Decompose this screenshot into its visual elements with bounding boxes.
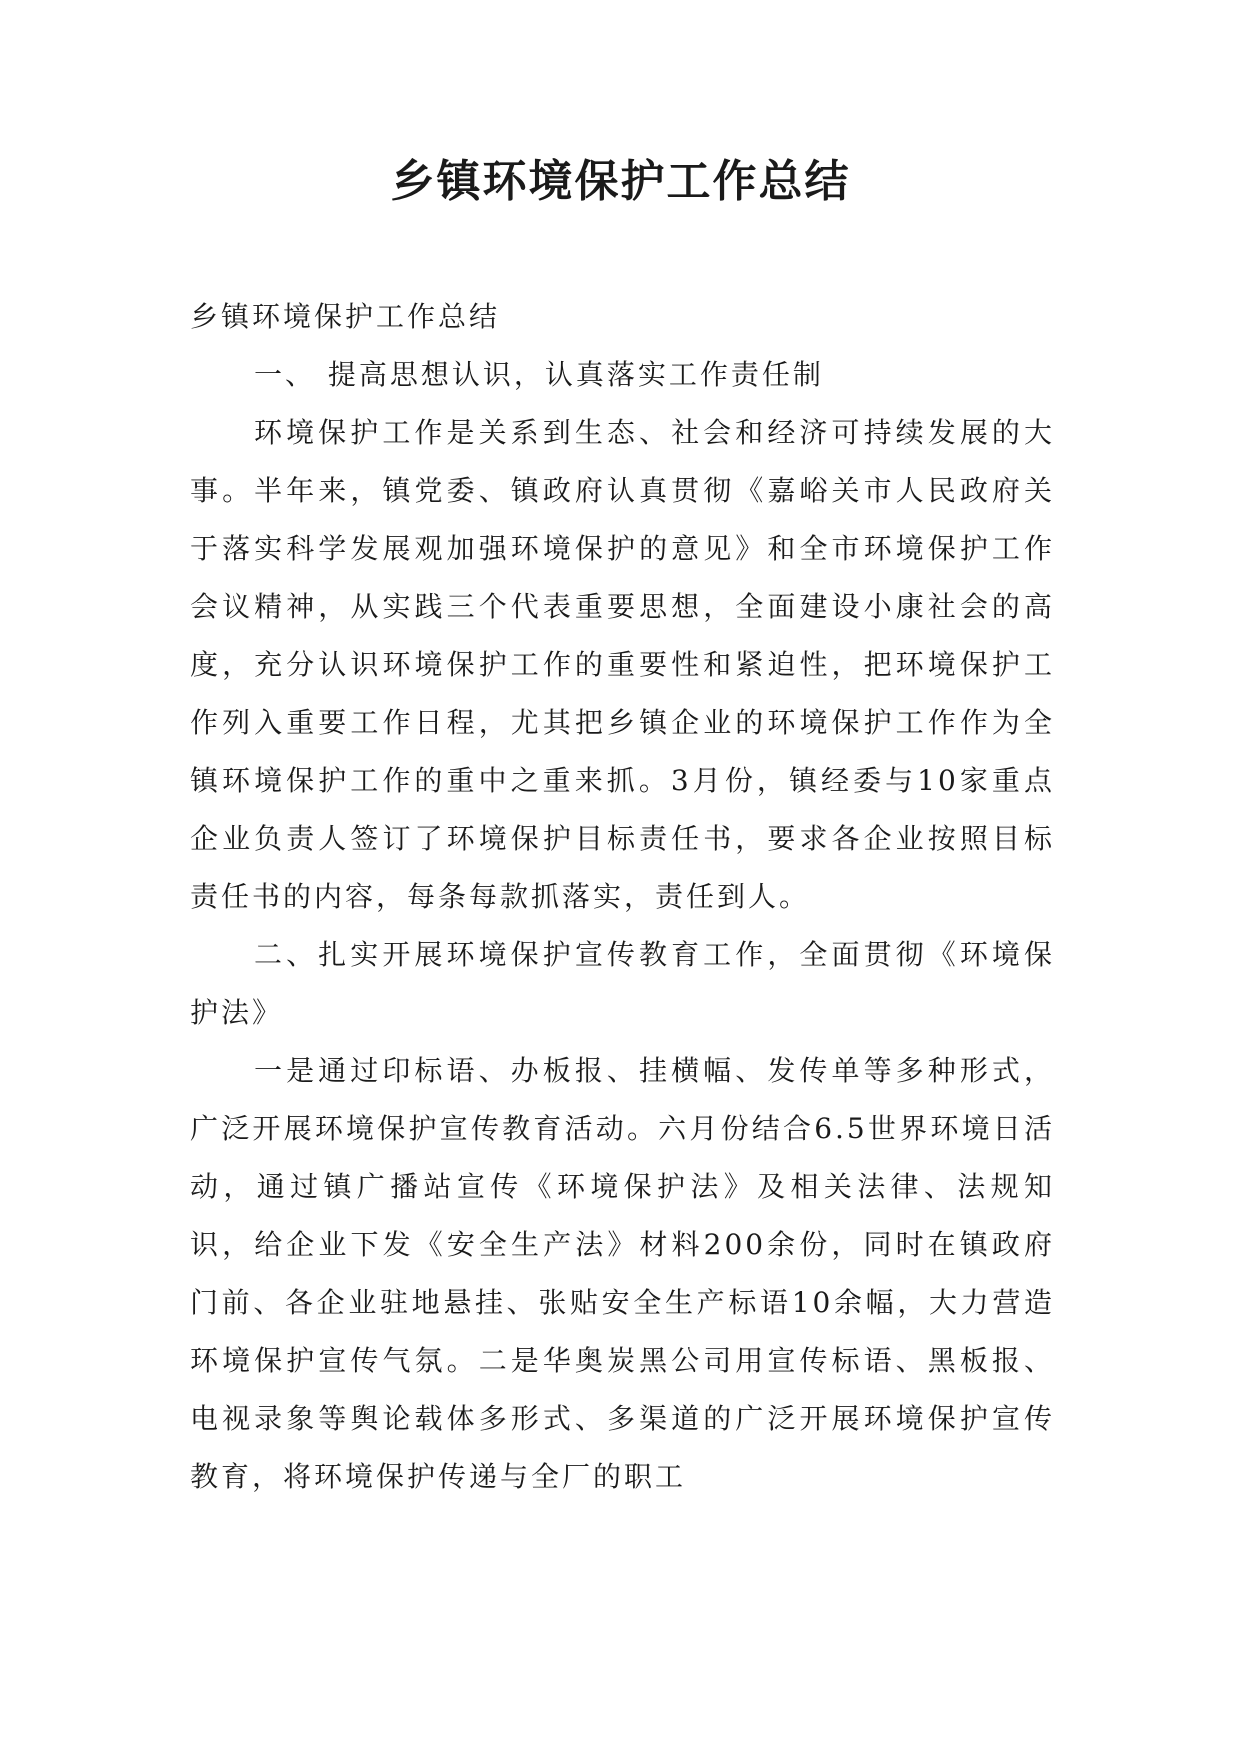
subtitle-paragraph: 乡镇环境保护工作总结 [190,300,501,333]
document-title: 乡镇环境保护工作总结 [390,156,851,207]
document-body [190,288,1055,1506]
section-heading-1: 一、 提高思想认识，认真落实工作责任制 [254,358,824,391]
body-paragraph-2: 一是通过印标语、办板报、挂横幅、发传单等多种形式，广泛开展环境保护宣传教育活动。六月份结合6.5世界环境日活动，通过镇广播站宣传《环境保护法》及相关法律、法规知识，给企业下发《安全生产法》材料200余份，同时在镇政府门前、各企业驻地悬挂、张贴安全生产标语10余幅，大力营造环境保护宣传气氛。二是华奥炭黑公司用宣传标语、黑板报、电视录象等舆论载体多形式、多渠道的广泛开展环境保护宣传教育，将环境保护传递与全厂的职工 [190,1054,1055,1493]
body-paragraph-1: 环境保护工作是关系到生态、社会和经济可持续发展的大事。半年来，镇党委、镇政府认真贯彻《嘉峪关市人民政府关于落实科学发展观加强环境保护的意见》和全市环境保护工作会议精神，从实践三个代表重要思想，全面建设小康社会的高度，充分认识环境保护工作的重要性和紧迫性，把环境保护工作列入重要工作日程，尤其把乡镇企业的环境保护工作作为全镇环境保护工作的重中之重来抓。3月份，镇经委与10家重点企业负责人签订了环境保护目标责任书，要求各企业按照目标责任书的内容，每条每款抓落实，责任到人。 [190,416,1055,913]
section-heading-2: 二、扎实开展环境保护宣传教育工作，全面贯彻《环境保护法》 [190,938,1055,1029]
